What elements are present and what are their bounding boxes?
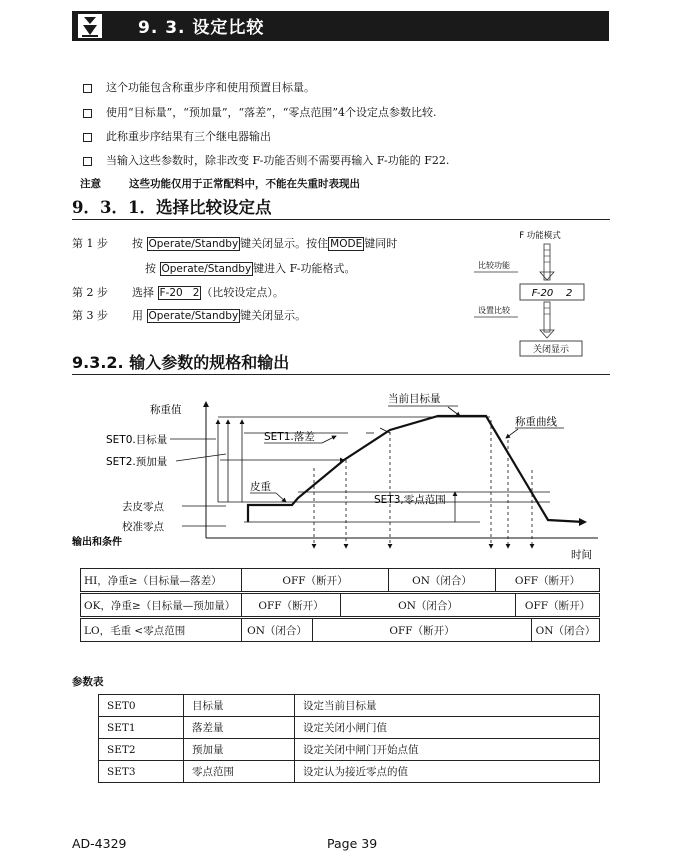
- table-row: [99, 717, 600, 739]
- table-cell: 预加量: [184, 739, 295, 761]
- weighing-curve-label: 称重曲线: [515, 416, 557, 428]
- subsection-title-932: 9.3.2. 输入参数的规格和输出: [72, 353, 290, 372]
- section-header-bar: [72, 11, 609, 41]
- divider: [72, 219, 610, 220]
- table-cell: ON（闭合）: [341, 594, 516, 617]
- table-row: [99, 695, 600, 717]
- set1-label: SET1.落差: [264, 431, 315, 443]
- table-cell: ON（闭合）: [532, 619, 600, 642]
- mode-key: MODE: [330, 238, 363, 250]
- table-cell: 设定关闭小闸门值: [295, 717, 600, 739]
- step-label: 第 2 步: [72, 286, 108, 299]
- operate-standby-key: Operate/Standby: [161, 263, 252, 275]
- tare-zero-label: 去皮零点: [122, 501, 164, 513]
- outputs-label: 输出和条件: [72, 537, 122, 548]
- bullet-item: 当输入这些参数时，除非改变 F-功能否则不需要再输入 F-功能的 F22.: [83, 152, 449, 168]
- params-title: 参数表: [72, 676, 104, 688]
- checkbox-square-icon: [83, 109, 92, 118]
- table-cell: 落差量: [184, 717, 295, 739]
- flow-display-text: F-20 2: [531, 288, 573, 299]
- operate-standby-key: Operate/Standby: [148, 310, 239, 322]
- footer-page: Page 39: [327, 836, 378, 851]
- bullet-item: 此称重步序结果有三个继电器输出: [83, 128, 271, 144]
- table-cell: HI，净重≥（目标量—落差）: [81, 569, 242, 592]
- section-title: 9. 3. 设定比较: [138, 18, 265, 38]
- calibration-zero-label: 校准零点: [122, 521, 164, 533]
- tare-label: 皮重: [250, 481, 271, 493]
- divider: [72, 374, 610, 375]
- step-label: 第 1 步: [72, 237, 108, 250]
- f-function-flow-diagram: [470, 228, 610, 373]
- flow-arrow-head: [540, 272, 554, 280]
- table-cell: OFF（断开）: [496, 569, 600, 592]
- flow-setcompare-label: 设置比较: [478, 306, 510, 315]
- table-cell: 设定当前目标量: [295, 695, 600, 717]
- flow-top-label: F 功能模式: [519, 231, 561, 241]
- table-cell: 零点范围: [184, 761, 295, 783]
- output-conditions-table: [80, 618, 600, 642]
- table-cell: SET1: [99, 717, 184, 739]
- set3-label: SET3,零点范围: [374, 494, 446, 506]
- y-axis-label: 称重值: [150, 404, 182, 416]
- weighing-sequence-diagram: [70, 380, 610, 566]
- table-cell: SET0: [99, 695, 184, 717]
- table-cell: LO，毛重 <零点范围: [81, 619, 242, 642]
- step-3-text: 用 Operate/Standby 键关闭显示。: [132, 309, 307, 322]
- set2-label: SET2.预加量: [106, 456, 168, 468]
- download-arrow-icon: [78, 14, 102, 38]
- operate-standby-key: Operate/Standby: [148, 238, 239, 250]
- table-row: [99, 739, 600, 761]
- table-row: [81, 619, 600, 642]
- table-row: [81, 594, 600, 617]
- footer-model: AD-4329: [72, 836, 127, 851]
- table-cell: 目标量: [184, 695, 295, 717]
- table-row: [99, 761, 600, 783]
- table-cell: SET3: [99, 761, 184, 783]
- table-cell: OFF（断开）: [516, 594, 600, 617]
- f20-key: F-20 2: [159, 287, 200, 299]
- table-cell: ON（闭合）: [389, 569, 496, 592]
- note-text: 这些功能仅用于正常配料中，不能在失重时表现出: [129, 178, 360, 190]
- table-cell: ON（闭合）: [242, 619, 313, 642]
- flow-compare-label: 比较功能: [478, 261, 510, 270]
- bullet-item: 这个功能包含称重步序和使用预置目标量。: [83, 79, 315, 95]
- table-cell: 设定认为接近零点的值: [295, 761, 600, 783]
- table-cell: SET2: [99, 739, 184, 761]
- x-axis-label: 时间: [571, 549, 592, 561]
- note-label: 注意: [80, 178, 101, 190]
- checkbox-square-icon: [83, 84, 92, 93]
- current-target-label: 当前目标量: [388, 393, 441, 405]
- table-row: [81, 569, 600, 592]
- flow-off-label: 关闭显示: [532, 345, 570, 355]
- bullet-item: 使用“目标量”，“预加量”，“落差”，“零点范围”4个设定点参数比较.: [83, 104, 436, 120]
- checkbox-square-icon: [83, 133, 92, 142]
- table-cell: OFF（断开）: [313, 619, 532, 642]
- step-label: 第 3 步: [72, 309, 108, 322]
- table-cell: OFF（断开）: [242, 594, 341, 617]
- output-conditions-table: [80, 593, 600, 617]
- subsection-title-931: 9．3．1．选择比较设定点: [72, 198, 272, 217]
- step-2-text: 选择 F-20 2 （比较设定点）。: [132, 286, 284, 299]
- table-cell: OK，净重≥（目标量—预加量）: [81, 594, 242, 617]
- step-1b-text: 按 Operate/Standby 键进入 F-功能格式。: [145, 262, 356, 275]
- table-cell: OFF（断开）: [242, 569, 389, 592]
- set0-label: SET0.目标量: [106, 434, 168, 446]
- parameter-table: [98, 694, 600, 783]
- output-conditions-table: [80, 568, 600, 592]
- checkbox-square-icon: [83, 157, 92, 166]
- step-1-text: 按 Operate/Standby 键关闭显示。按住 MODE 键同时: [132, 237, 398, 250]
- table-cell: 设定关闭中闸门开始点值: [295, 739, 600, 761]
